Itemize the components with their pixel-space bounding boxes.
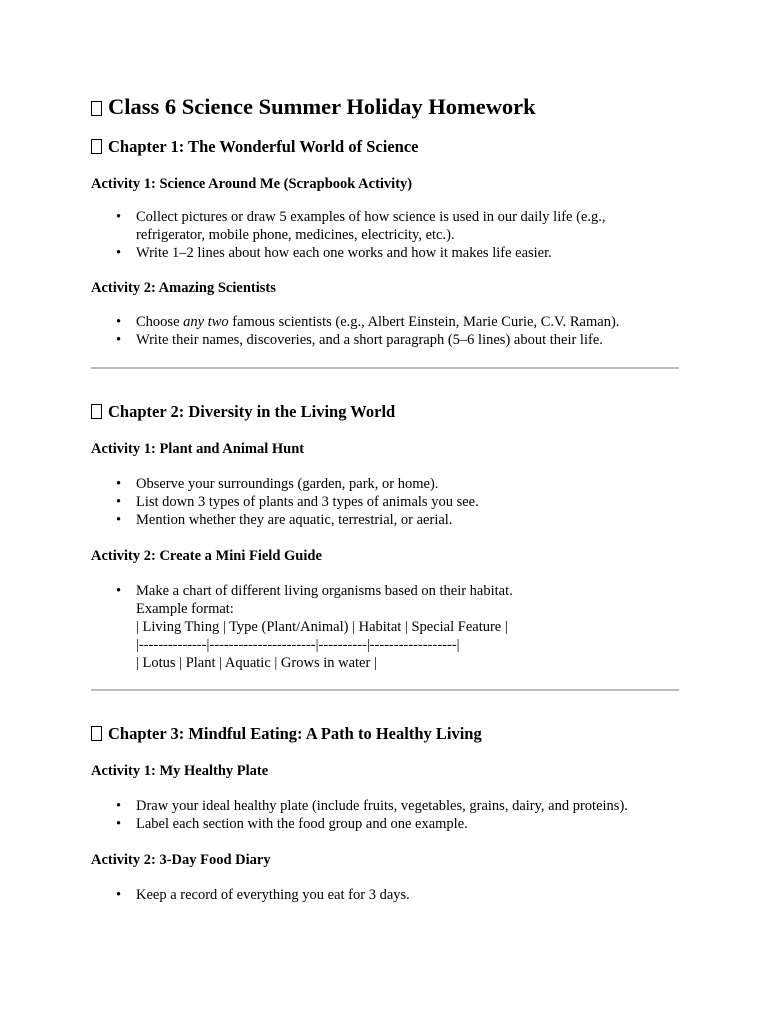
missing-emoji-icon (91, 726, 102, 741)
list-item: • Make a chart of different living organisms based on their habitat. Example format: | Living Thing | Type (Plant/Animal) | Habitat | Special Feature | |--------------|----------------------|----------|------------------| | Lotus | Plant | Aquatic | Grows in water | (136, 582, 681, 672)
activity-title: Activity 1: Plant and Animal Hunt (91, 441, 305, 457)
chapter-heading: Chapter 1: The Wonderful World of Science (91, 136, 681, 158)
bullet-list (91, 313, 681, 349)
activity-title: Activity 2: Amazing Scientists (91, 280, 276, 296)
activity-title: Activity 1: Science Around Me (Scrapbook Activity) (91, 176, 413, 192)
list-item: • Label each section with the food group and one example. (136, 815, 681, 833)
activity-title: Activity 2: Create a Mini Field Guide (91, 548, 322, 564)
document-content (91, 92, 681, 904)
list-item: • Draw your ideal healthy plate (include fruits, vegetables, grains, dairy, and proteins). (136, 797, 681, 815)
bullet-list (91, 797, 681, 833)
list-item: • Mention whether they are aquatic, terrestrial, or aerial. (136, 511, 681, 529)
list-item: • Choose any two famous scientists (e.g., Albert Einstein, Marie Curie, C.V. Raman). (136, 313, 681, 331)
bullet-list (91, 886, 681, 904)
list-item: • Collect pictures or draw 5 examples of how science is used in our daily life (e.g., refrigerator, mobile phone, medicines, electricity, etc.). (136, 208, 681, 244)
list-item: • Write 1–2 lines about how each one works and how it makes life easier. (136, 244, 681, 262)
missing-emoji-icon (91, 404, 102, 419)
activity-title: Activity 2: 3-Day Food Diary (91, 852, 271, 868)
bullet-list (91, 475, 681, 529)
chapter-heading: Chapter 3: Mindful Eating: A Path to Healthy Living (91, 723, 681, 745)
document-title: Class 6 Science Summer Holiday Homework (91, 92, 681, 122)
list-item: • Keep a record of everything you eat for 3 days. (136, 886, 681, 904)
list-item: • Write their names, discoveries, and a short paragraph (5–6 lines) about their life. (136, 331, 681, 349)
missing-emoji-icon (91, 139, 102, 154)
missing-emoji-icon (91, 101, 102, 116)
list-item: • List down 3 types of plants and 3 types of animals you see. (136, 493, 681, 511)
bullet-list (91, 208, 681, 262)
bullet-list (91, 582, 681, 672)
activity-title: Activity 1: My Healthy Plate (91, 763, 269, 779)
chapter-heading: Chapter 2: Diversity in the Living World (91, 401, 681, 423)
list-item: • Observe your surroundings (garden, park, or home). (136, 475, 681, 493)
